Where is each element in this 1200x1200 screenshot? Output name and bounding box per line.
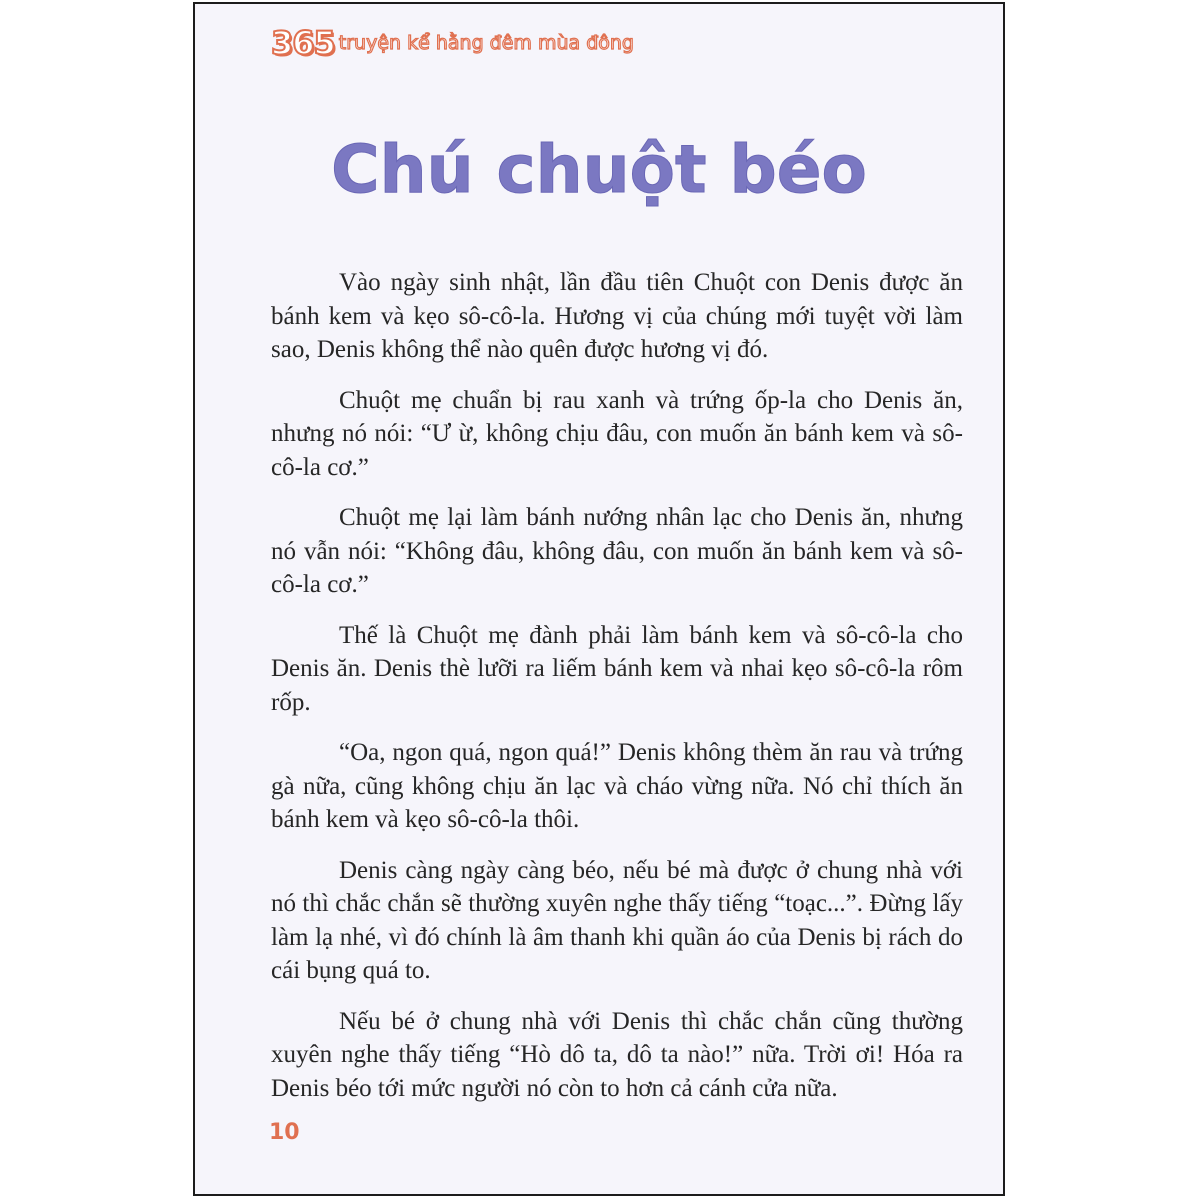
book-page <box>193 2 1005 1196</box>
story-paragraph: Thế là Chuột mẹ đành phải làm bánh kem và sô-cô-la cho Denis ăn. Denis thè lưỡi ra liếm bánh kem và nhai kẹo sô-cô-la rôm rốp. <box>271 621 963 716</box>
series-header <box>271 24 634 62</box>
story-paragraph: “Oa, ngon quá, ngon quá!” Denis không thèm ăn rau và trứng gà nữa, cũng không chịu ăn lạc và cháo vừng nữa. Nó chỉ thích ăn bánh kem và kẹo sô-cô-la thôi. <box>271 739 963 833</box>
series-number: 365 <box>271 24 335 62</box>
story-paragraph: Chuột mẹ chuẩn bị rau xanh và trứng ốp-la cho Denis ăn, nhưng nó nói: “Ư ừ, không chịu đâu, con muốn ăn bánh kem và sô-cô-la cơ.” <box>271 386 963 481</box>
story-paragraph: Nếu bé ở chung nhà với Denis thì chắc chắn cũng thường xuyên nghe thấy tiếng “Hò dô ta, dô ta nào!” nữa. Trời ơi! Hóa ra Denis béo tới mức người nó còn to hơn cả cánh cửa nữa. <box>271 1007 963 1102</box>
story-body <box>271 266 963 1122</box>
story-paragraph: Vào ngày sinh nhật, lần đầu tiên Chuột con Denis được ăn bánh kem và kẹo sô-cô-la. Hương vị của chúng mới tuyệt vời làm sao, Denis không thể nào quên được hương vị đó. <box>271 269 963 363</box>
story-title: Chú chuột béo <box>331 131 867 208</box>
story-paragraph: Denis càng ngày càng béo, nếu bé mà được ở chung nhà với nó thì chắc chắn sẽ thường xuyên nghe thấy tiếng “toạc...”. Đừng lấy làm lạ nhé, vì đó chính là âm thanh khi quần áo của Denis bị rách do cái bụng quá to. <box>271 856 963 984</box>
page-number: 10 <box>269 1120 300 1145</box>
story-paragraph: Chuột mẹ lại làm bánh nướng nhân lạc cho Denis ăn, nhưng nó vẫn nói: “Không đâu, không đâu, con muốn ăn bánh kem và sô-cô-la cơ.” <box>271 504 963 598</box>
series-title: truyện kể hằng đêm mùa đông <box>338 32 634 54</box>
